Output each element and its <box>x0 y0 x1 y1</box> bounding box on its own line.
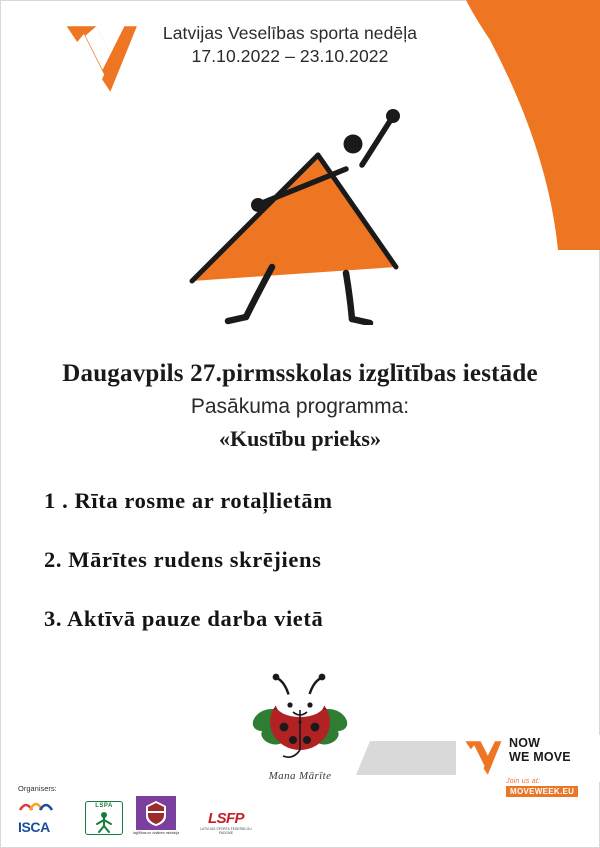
izm-coat-of-arms-icon <box>136 796 176 830</box>
list-item: 2. Mārītes rudens skrējiens <box>44 547 322 572</box>
page-title: Daugavpils 27.pirmsskolas izglītības iestāde <box>62 360 538 387</box>
lspa-emblem-icon <box>85 801 123 835</box>
nwm-line-2: WE MOVE <box>509 749 571 764</box>
program-name: «Kustību prieks» <box>219 426 381 451</box>
now-we-move-arrow-icon <box>62 20 140 98</box>
header-title-block <box>140 22 440 68</box>
organisers-logo-row <box>18 796 288 835</box>
ladybird-caption: Mana Mārīte <box>268 770 332 782</box>
now-we-move-arrow-icon <box>461 738 505 778</box>
izm-emblem-icon <box>136 796 176 830</box>
nwm-line-1: NOW <box>509 736 541 750</box>
header-line-1: Latvijas Veselības sporta nedēļa <box>162 23 418 43</box>
poster-header <box>0 0 600 330</box>
izm-caption: Izglītības un zinātnes ministrija <box>132 831 180 835</box>
izm-logo <box>132 796 182 835</box>
nwm-join-text: Join us at: <box>506 778 541 785</box>
lsfp-caption: LATVIJAS SPORTA FEDERĀCIJU PADOME <box>200 827 252 836</box>
nwm-url-badge[interactable]: MOVEWEEK.EU <box>506 786 578 797</box>
isca-logo <box>18 798 72 835</box>
organisers-block <box>18 784 288 835</box>
isca-wordmark: ISCA <box>18 819 50 836</box>
lsfp-logo <box>195 810 257 835</box>
list-item: 1 . Rīta rosme ar rotaļlietām <box>44 488 333 513</box>
list-item: 3. Aktīvā pauze darba vietā <box>44 606 324 631</box>
header-line-2: 17.10.2022 – 23.10.2022 <box>191 46 389 66</box>
title-block <box>0 358 600 454</box>
isca-mark-icon <box>18 798 72 814</box>
program-list <box>44 488 556 665</box>
ladybird-mascot <box>243 672 357 780</box>
page-subtitle: Pasākuma programma: <box>190 395 410 418</box>
organisers-label: Organisers: <box>18 784 57 793</box>
lspa-figure-icon <box>86 810 122 834</box>
lspa-logo <box>85 801 123 835</box>
now-we-move-wordmark <box>509 737 571 764</box>
ladybird-mascot-icon <box>243 672 357 764</box>
running-figure-icon <box>150 95 450 325</box>
lspa-wordmark: LSPA <box>95 803 113 810</box>
lsfp-wordmark: LSFP <box>208 810 244 828</box>
